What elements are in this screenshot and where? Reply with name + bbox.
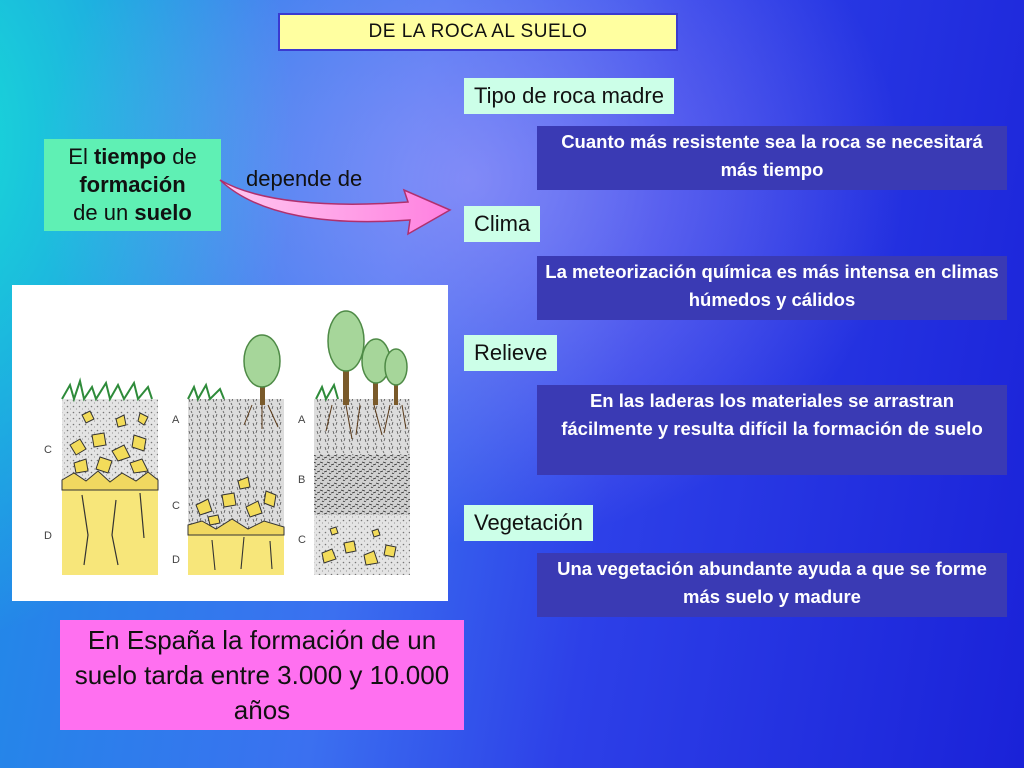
main-concept-text <box>68 143 196 227</box>
main-text-bold: formación <box>79 172 186 197</box>
soil-profile-1 <box>44 381 158 575</box>
soil-profile-2 <box>172 335 284 575</box>
factor-relieve <box>464 335 557 371</box>
factor-description-clima <box>537 256 1007 320</box>
horizon-label: D <box>44 530 52 542</box>
tree-icon <box>385 349 407 405</box>
horizon-label: B <box>298 474 306 486</box>
connector-label: depende de <box>246 166 363 191</box>
bottom-note-text: En España la formación de un suelo tarda entre 3.000 y 10.000 años <box>74 624 450 725</box>
horizon-label: A <box>172 414 180 426</box>
factor-description-relieve <box>537 385 1007 475</box>
description-text: La meteorización química es más intensa en climas húmedos y cálidos <box>545 261 999 310</box>
factor-clima <box>464 206 540 242</box>
factor-label: Tipo de roca madre <box>474 83 664 108</box>
factor-tipo-roca <box>464 78 674 114</box>
slide-title-text: DE LA ROCA AL SUELO <box>368 21 588 42</box>
soil-profile-3 <box>298 311 410 575</box>
small-tree-icon <box>244 335 280 405</box>
main-concept-box <box>44 139 221 231</box>
factor-label: Vegetación <box>474 510 583 535</box>
horizon-label: C <box>172 500 180 512</box>
horizon-label: D <box>172 554 180 566</box>
horizon-label: A <box>298 414 306 426</box>
horizon-label: C <box>44 444 52 456</box>
description-text: Cuanto más resistente sea la roca se necesitará más tiempo <box>561 131 983 180</box>
bottom-note-box <box>60 620 464 730</box>
main-text-part: El <box>68 144 94 169</box>
main-text-bold: tiempo <box>93 144 167 169</box>
factor-description-roca <box>537 126 1007 190</box>
soil-profiles-illustration <box>12 285 448 601</box>
tree-icon <box>328 311 364 405</box>
horizon-label: C <box>298 534 306 546</box>
factor-label: Relieve <box>474 340 548 365</box>
main-text-part: de <box>166 144 197 169</box>
factor-description-vegetacion <box>537 553 1007 617</box>
main-text-bold: suelo <box>134 200 192 225</box>
soil-profiles-svg <box>12 285 448 601</box>
description-text: En las laderas los materiales se arrastran fácilmente y resulta difícil la formación de suelo <box>561 390 983 439</box>
factor-label: Clima <box>474 211 531 236</box>
slide-title <box>278 13 678 51</box>
factor-vegetacion <box>464 505 593 541</box>
main-text-part: de un <box>73 200 135 225</box>
description-text: Una vegetación abundante ayuda a que se forme más suelo y madure <box>557 558 987 607</box>
